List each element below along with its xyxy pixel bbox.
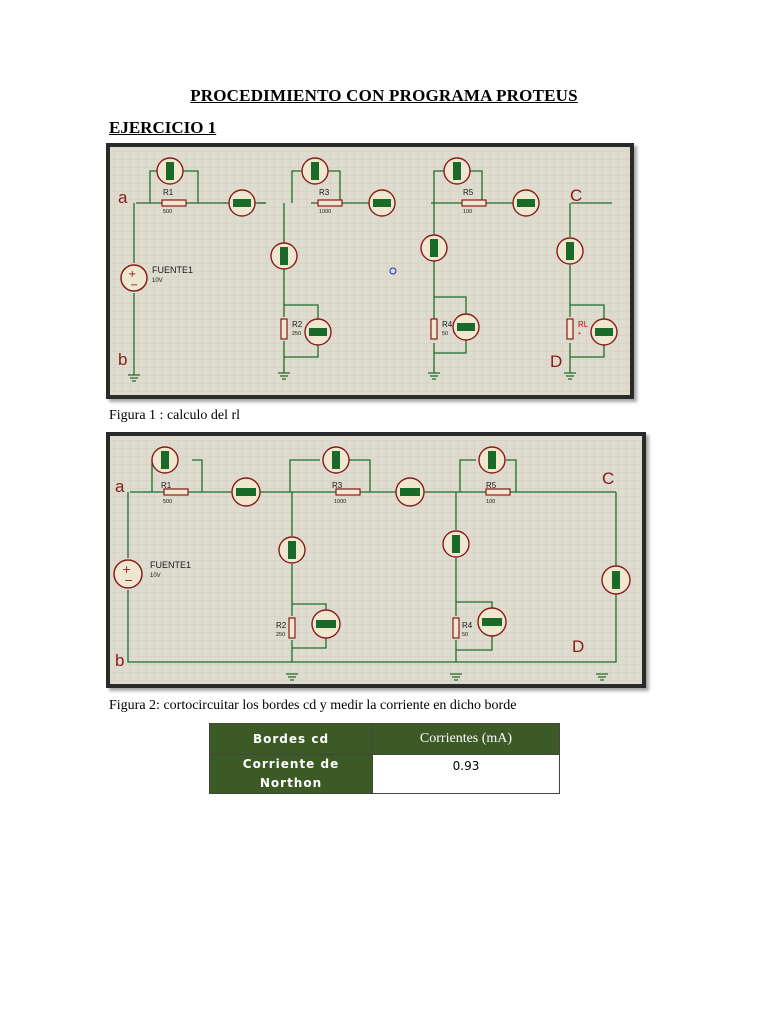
resistor-label: RL xyxy=(578,320,589,329)
figure-2-caption: Figura 2: cortocircuitar los bordes cd y medir la corriente en dicho borde xyxy=(109,698,517,713)
resistor-label: R3 xyxy=(332,481,343,490)
resistor-r5 xyxy=(462,200,486,206)
resistor-label: R1 xyxy=(161,481,172,490)
resistor-value: 250 xyxy=(276,632,286,638)
svg-text:+: + xyxy=(128,269,137,280)
table-header-row xyxy=(210,724,560,755)
resistor-value: + xyxy=(578,331,582,337)
svg-text:−: − xyxy=(130,280,139,291)
resistor-value: 50 xyxy=(462,632,469,638)
resistor-label: R2 xyxy=(276,621,287,630)
resistor-value: 250 xyxy=(292,331,302,337)
figure-1-caption: Figura 1 : calculo del rl xyxy=(109,408,241,423)
svg-text:+: + xyxy=(122,563,132,576)
resistor-value: 500 xyxy=(163,499,173,505)
resistor-r1 xyxy=(162,200,186,206)
node-label-d: D xyxy=(550,352,563,371)
resistor-r2 xyxy=(281,319,287,339)
document-title: PROCEDIMIENTO CON PROGRAMA PROTEUS xyxy=(190,86,578,105)
resistor-label: R1 xyxy=(163,188,174,197)
figure-1-circuit xyxy=(106,143,634,399)
resistor-rl xyxy=(567,319,573,339)
resistor-label: R5 xyxy=(463,188,474,197)
source-value: 10V xyxy=(150,573,161,579)
resistor-label: R5 xyxy=(486,481,497,490)
resistor-label: R2 xyxy=(292,320,303,329)
resistor-value: 100 xyxy=(486,499,496,505)
node-label-c: C xyxy=(570,186,583,205)
resistor-value: 1000 xyxy=(334,499,347,505)
row-label-corriente-northon: Corriente de Northon xyxy=(210,755,373,794)
source-value: 10V xyxy=(152,278,163,284)
node-label-d: D xyxy=(572,637,585,656)
circuit-schematic-1 xyxy=(106,143,634,399)
resistor-label: R4 xyxy=(442,320,453,329)
source-name: FUENTE1 xyxy=(150,560,192,570)
node-label-c: C xyxy=(602,469,615,488)
resistor-value: 500 xyxy=(163,209,173,215)
resistor-label: R3 xyxy=(319,188,330,197)
exercise-heading: EJERCICIO 1 xyxy=(109,118,217,137)
node-label-a: a xyxy=(118,188,128,207)
resistor-value: 50 xyxy=(442,331,449,337)
source-name: FUENTE1 xyxy=(152,265,194,275)
svg-text:−: − xyxy=(124,574,134,587)
node-label-b: b xyxy=(115,651,125,670)
resistor-label: R4 xyxy=(462,621,473,630)
results-table xyxy=(209,723,560,794)
row-value-corriente: 0.93 xyxy=(373,755,560,794)
resistor-value: 1000 xyxy=(319,209,332,215)
resistor-r4 xyxy=(431,319,437,339)
resistor-r2 xyxy=(289,618,295,638)
resistor-value: 100 xyxy=(463,209,473,215)
header-bordes-cd: Bordes cd xyxy=(210,724,373,755)
node-label-a: a xyxy=(115,477,125,496)
header-corrientes: Corrientes (mA) xyxy=(373,724,560,755)
resistor-r3 xyxy=(318,200,342,206)
circuit-schematic-2 xyxy=(106,432,646,688)
node-label-b: b xyxy=(118,350,128,369)
table-row xyxy=(210,755,560,794)
resistor-r4 xyxy=(453,618,459,638)
figure-2-circuit xyxy=(106,432,646,688)
